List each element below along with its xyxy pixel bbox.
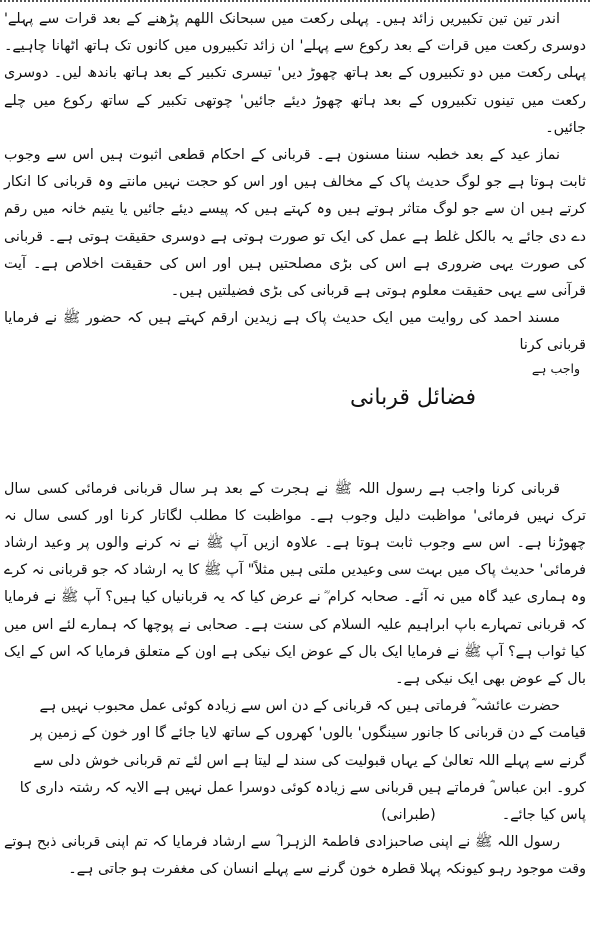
section-spacer <box>4 418 586 476</box>
document-page <box>4 6 586 884</box>
fazail-paragraph-aisha <box>4 693 586 829</box>
section-heading-fazail-qurbani: فضائل قربانی <box>349 384 476 410</box>
fazail-paragraph-wajib: قربانی کرنا واجب ہے رسول اللہ ﷺ نے ہجرت کے بعد ہر سال قربانی فرمائی کسی سال ترک نہیں فرمائی' مواظبت دلیل وجوب ہے۔ مواظبت کا مطلب لگاتار کرنا اور کسی سال نہ چھوڑنا ہے۔ اس سے وجوب ثابت ہوتا ہے۔ علاوہ ازیں آپ ﷺ نے نہ کرنے والوں پر وعید ارشاد فرمائی' حدیث پاک میں بہت سی وعیدیں ملتی ہیں مثلاً" آپ ﷺ کا یہ ارشاد کہ جو قربانی نہ کرے وہ ہماری عید گاہ میں نہ آئے۔ صحابہ کرام ؓ نے عرض کیا کہ یہ قربانیاں کیا ہیں؟ آپ ﷺ نے فرمایا کہ قربانی تمہارے باپ ابراہیم علیہ السلام کی سنت ہے۔ صحابی نے پوچھا کہ ہمارے لئے اس میں کیا ثواب ہے؟ آپ ﷺ نے فرمایا ایک بال کے عوض ایک نیکی ہے اون کے متعلق فرمایا کہ اس کے ایک بال کے عوض بھی ایک نیکی ہے۔ <box>4 480 586 688</box>
fazail-paragraph-fatima: رسول اللہ ﷺ نے اپنی صاحبزادی فاطمۃ الزہرا ؓ سے ارشاد فرمایا کہ تم اپنی قربانی ذبح ہوتے وقت موجود رہو کیونکہ پہلا قطرہ خون گرنے سے پہلے انسان کی مغفرت ہو جاتی ہے۔ <box>4 834 586 878</box>
fazail-paragraph-aisha-text: حضرت عائشہ ؓ فرماتی ہیں کہ قربانی کے دن اس سے زیادہ کوئی عمل محبوب نہیں ہے قیامت کے دن قربانی کا جانور سینگوں' بالوں' کھروں کے ساتھ لایا جائے گا اور خون کے زمین پر گرنے سے پہلے اللہ تعالیٰ کے یہاں قبولیت کی سند لے لیتا ہے اس لئے تم قربانی خوش دلی سے کرو۔ ابن عباس ؓ فرماتے ہیں قربانی سے زیادہ کوئی دوسرا عمل نہیں ہے الایہ کہ رشتہ داری کا پاس کیا جائے۔ <box>19 698 586 824</box>
intro-paragraph-qurbani-wajib: نماز عید کے بعد خطبہ سننا مسنون ہے۔ قربانی کے احکام قطعی اثبوت ہیں اس سے وجوب ثابت ہوتا ہے جو لوگ حدیث پاک کے مخالف ہیں اور اس کو حجت نہیں مانتے وہ قربانی کا انکار کرتے ہیں ان سے جو لوگ متاثر ہوتے ہیں وہ کہتے ہیں کہ پیسے دیئے جائیں یا یتیم خانہ میں رقم دے دی جائے یہ بالکل غلط ہے عمل کی ایک تو صورت ہوتی ہے دوسری حقیقت ہوتی ہے۔ قربانی کی صورت یہی ضروری ہے اس کی بڑی مصلحتیں ہیں اور اس کی حقیقت اخلاص ہے۔ آیت قرآنی سے یہی حقیقت معلوم ہوتی ہے قربانی کی بڑی فضیلتیں ہیں۔ <box>4 147 586 300</box>
intro-section <box>4 6 586 378</box>
fazail-section <box>4 476 586 884</box>
intro-paragraph-takbeer: اندر تین تین تکبیریں زائد ہیں۔ پہلی رکعت میں سبحانک اللھم پڑھنے کے بعد قرات سے پہلے' دوسری رکعت میں قرات کے بعد رکوع سے پہلے' ان زائد تکبیروں میں کانوں تک ہاتھ اٹھانا چاہیے۔ پہلی رکعت میں دو تکبیروں کے بعد ہاتھ چھوڑ دیں' تیسری تکبیر کے بعد ہاتھ باندھ لیں۔ دوسری رکعت میں تینوں تکبیروں کے بعد ہاتھ چھوڑ دیئے جائیں' چوتھی تکبیر کے ساتھ رکوع میں چلے جائیں۔ <box>4 11 586 136</box>
intro-closing-line: واجب ہے <box>531 360 580 376</box>
intro-paragraph-musnad-ahmad: مسند احمد کی روایت میں ایک حدیث پاک ہے زیدین ارقم کہتے ہیں کہ حضور ﷺ نے فرمایا قربانی کرنا <box>4 310 586 354</box>
reference-tabarani: (طبرانی) <box>381 807 436 824</box>
